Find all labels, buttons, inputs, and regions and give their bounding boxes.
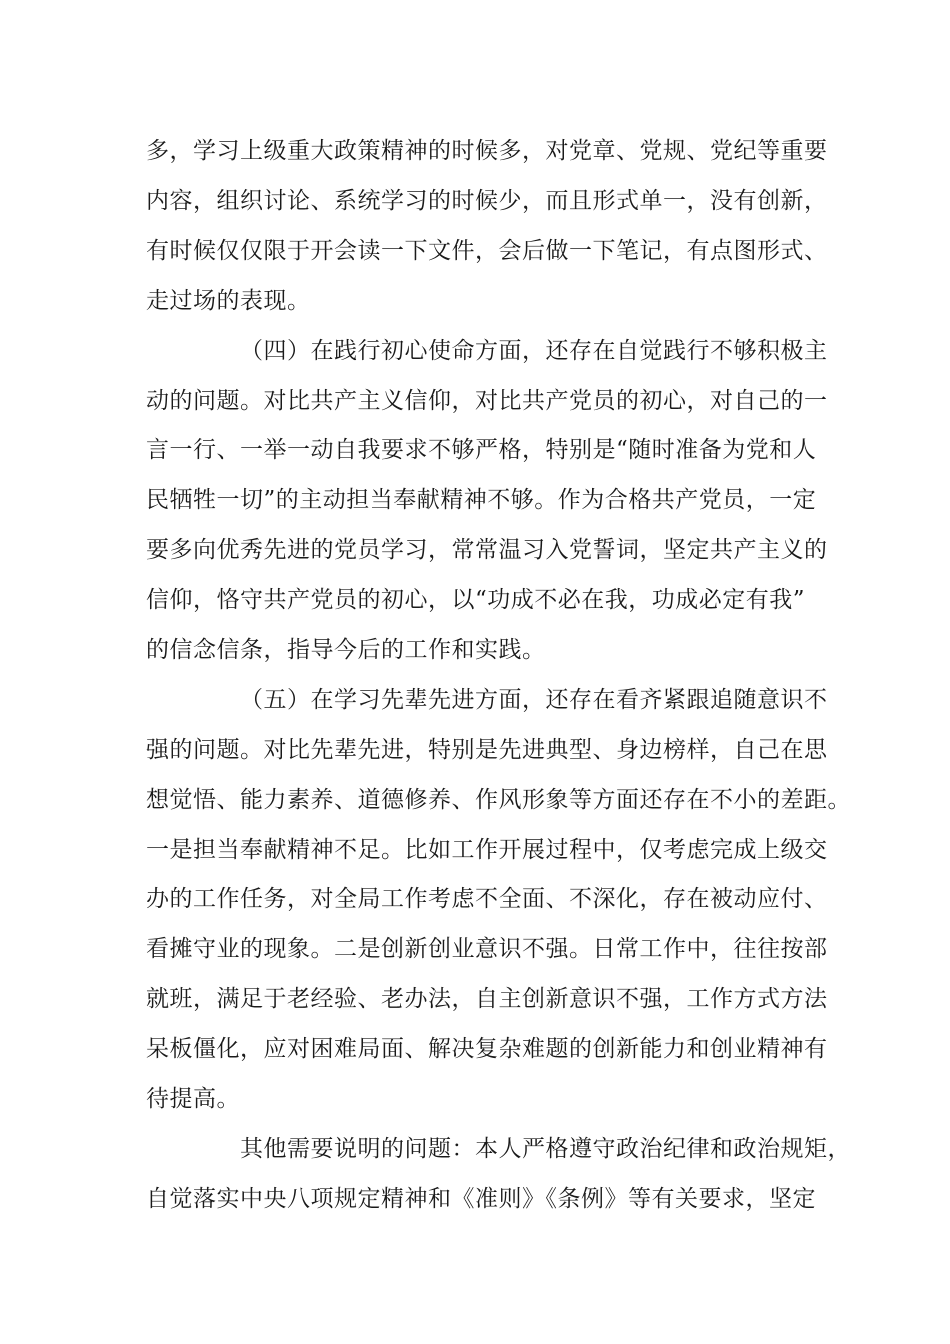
text-line: 的信念信条，指导今后的工作和实践。: [146, 637, 546, 663]
text-line: 言一行、一举一动自我要求不够严格，特别是“随时准备为党和人: [146, 437, 817, 463]
text-line: 就班，满足于老经验、老办法，自主创新意识不强，工作方式方法: [146, 986, 828, 1012]
text-line: 多，学习上级重大政策精神的时候多，对党章、党规、党纪等重要: [146, 138, 828, 164]
section-heading-four: （四）在践行初心使命方面，还存在自觉践行不够积极主: [240, 338, 828, 364]
text-line: 要多向优秀先进的党员学习，常常温习入党誓词，坚定共产主义的: [146, 537, 828, 563]
text-line: 内容，组织讨论、系统学习的时候少，而且形式单一，没有创新，: [146, 188, 828, 214]
text-line: 待提高。: [146, 1086, 240, 1112]
text-line: 信仰，恪守共产党员的初心，以“功成不必在我，功成必定有我”: [146, 587, 806, 613]
text-line: 呆板僵化，应对困难局面、解决复杂难题的创新能力和创业精神有: [146, 1036, 828, 1062]
text-line: 走过场的表现。: [146, 288, 311, 314]
text-line: 一是担当奉献精神不足。比如工作开展过程中，仅考虑完成上级交: [146, 837, 828, 863]
text-line: 民牺牲一切”的主动担当奉献精神不够。作为合格共产党员，一定: [146, 487, 817, 513]
text-line: 动的问题。对比共产主义信仰，对比共产党员的初心，对自己的一: [146, 388, 828, 414]
text-line: 办的工作任务，对全局工作考虑不全面、不深化，存在被动应付、: [146, 886, 828, 912]
section-heading-five: （五）在学习先辈先进方面，还存在看齐紧跟追随意识不: [240, 687, 828, 713]
text-line: 想觉悟、能力素养、道德修养、作风形象等方面还存在不小的差距。: [146, 787, 851, 813]
other-issues-paragraph: 其他需要说明的问题：本人严格遵守政治纪律和政治规矩，: [240, 1136, 851, 1162]
text-line: 看摊守业的现象。二是创新创业意识不强。日常工作中，往往按部: [146, 936, 828, 962]
text-line: 强的问题。对比先辈先进，特别是先进典型、身边榜样，自己在思: [146, 737, 828, 763]
text-line: 有时候仅仅限于开会读一下文件，会后做一下笔记，有点图形式、: [146, 238, 828, 264]
text-line: 自觉落实中央八项规定精神和《准则》《条例》等有关要求，坚定: [146, 1186, 816, 1212]
